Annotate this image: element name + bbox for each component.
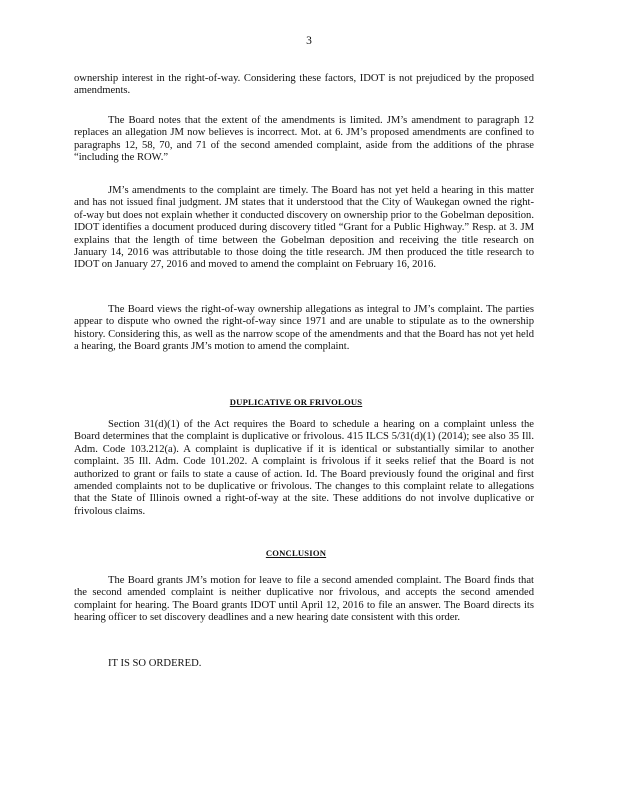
paragraph-ownership: The Board views the right-of-way ownership allegations as integral to JM’s complaint. The parties appear to dispute who owned the right-of-way since 1971 and are unable to stipulate as to the ownership history. Considering this, as well as the narrow scope of the amendments and that the Board has not yet held a hearing, the Board grants JM’s motion to amend the complaint. xyxy=(74,304,534,353)
paragraph-timeliness: JM’s amendments to the complaint are timely. The Board has not yet held a hearing in this matter and has not issued final judgment. JM states that it understood that the City of Waukegan owned the right-of-way but does not explain whether it conducted discovery on ownership prior to the Gobelman deposition. IDOT identifies a document produced during discovery titled “Grant for a Public Highway.” Resp. at 3. JM explains that the length of time between the Gobelman deposition and receiving the title research on January 14, 2016 was attributable to those doing the title research. JM then produced the title research to IDOT on January 27, 2016 and moved to amend the complaint on February 16, 2016. xyxy=(74,185,534,271)
heading-duplicative xyxy=(0,397,618,407)
closing-order: IT IS SO ORDERED. xyxy=(108,658,202,669)
paragraph-section-31: Section 31(d)(1) of the Act requires the Board to schedule a hearing on a complaint unless the Board determines that the complaint is duplicative or frivolous. 415 ILCS 5/31(d)(1) (2014); see also 35 Ill. Adm. Code 103.212(a). A complaint is duplicative if it is identical or substantially similar to another complaint. 35 Ill. Adm. Code 101.202. A complaint is frivolous if it seeks relief that the Board is not authorized to grant or fails to state a cause of action. Id. The Board previously found the original and first amended complaints not to be duplicative or frivolous. The changes to this complaint relate to allegations that the State of Illinois owned a right-of-way at the site. These additions do not involve duplicative or frivolous claims. xyxy=(74,419,534,517)
heading-duplicative-text: DUPLICATIVE OR FRIVOLOUS xyxy=(229,397,363,407)
heading-conclusion-text: CONCLUSION xyxy=(265,548,327,558)
paragraph-prejudice: ownership interest in the right-of-way. Considering these factors, IDOT is not prejudiced by the proposed amendments. xyxy=(74,73,534,97)
page-number: 3 xyxy=(306,35,312,47)
paragraph-extent: The Board notes that the extent of the amendments is limited. JM’s amendment to paragraph 12 replaces an allegation JM now believes is incorrect. Mot. at 6. JM’s proposed amendments are confined to paragraphs 12, 58, 70, and 71 of the second amended complaint, aside from the additions of the phrase “including the ROW.” xyxy=(74,115,534,164)
heading-conclusion xyxy=(0,548,618,558)
paragraph-conclusion: The Board grants JM’s motion for leave to file a second amended complaint. The Board finds that the second amended complaint is neither duplicative nor frivolous, and accepts the second amended complaint for hearing. The Board grants IDOT until April 12, 2016 to file an answer. The Board directs its hearing officer to set discovery deadlines and a new hearing date consistent with this order. xyxy=(74,575,534,624)
